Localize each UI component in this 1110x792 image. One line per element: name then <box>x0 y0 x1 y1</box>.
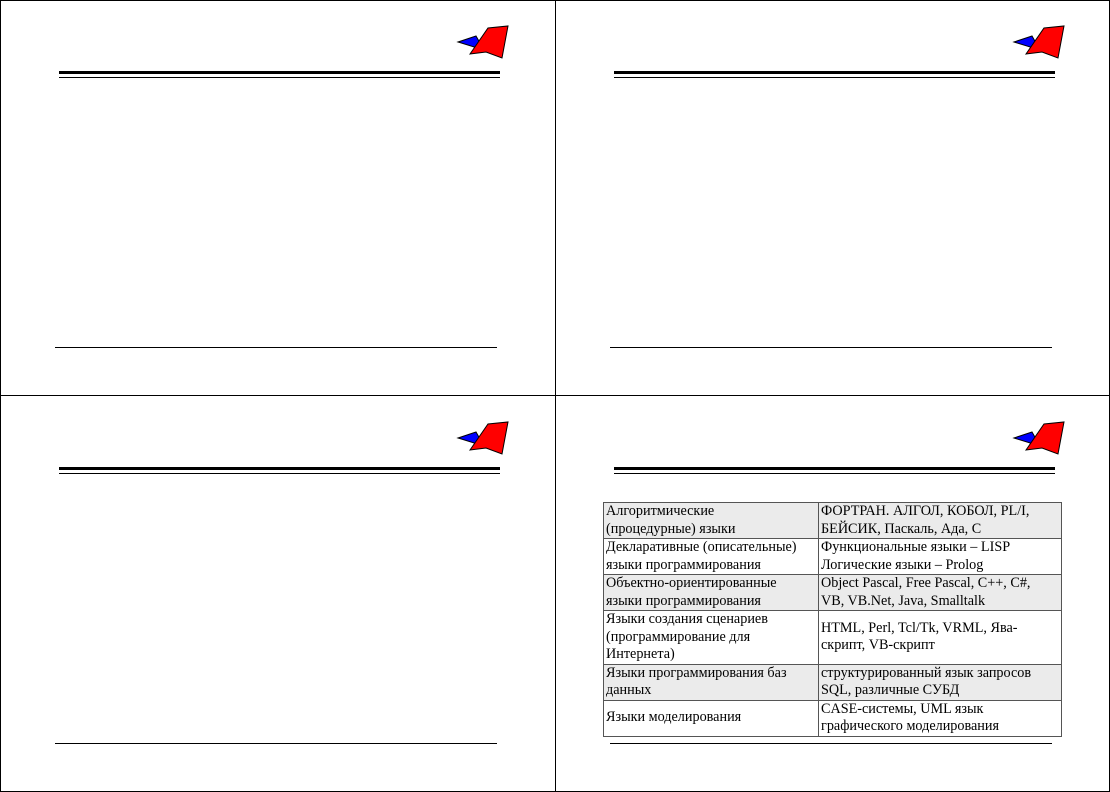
cell-line: Языки создания сценариев <box>606 611 768 627</box>
slide-4 <box>556 396 1110 792</box>
header-rule <box>59 71 500 78</box>
cell-line: графического моделирования <box>821 718 1000 734</box>
footer-rule <box>55 347 497 348</box>
footer-rule <box>610 743 1052 744</box>
examples-cell <box>819 539 1062 575</box>
footer-rule <box>55 743 497 744</box>
cell-line: Логические языки – Prolog <box>821 556 984 573</box>
logo-icon <box>1012 24 1066 60</box>
languages-table <box>603 502 1062 737</box>
logo-icon <box>1012 420 1066 456</box>
examples-cell <box>819 700 1062 736</box>
category-cell <box>604 700 819 736</box>
examples-cell <box>819 503 1062 539</box>
cell-line: скрипт, VB-скрипт <box>821 637 935 654</box>
examples-cell <box>819 575 1062 611</box>
cell-line: CASE-системы, UML язык <box>821 700 984 717</box>
slide-3 <box>0 396 556 792</box>
category-cell <box>604 539 819 575</box>
cell-line: Функциональные языки – LISP <box>821 539 1011 555</box>
cell-line: Языки программирования баз <box>606 664 787 681</box>
category-cell <box>604 664 819 700</box>
category-cell <box>604 575 819 611</box>
cell-line: HTML, Perl, Tcl/Tk, VRML, Ява- <box>821 619 1018 636</box>
cell-line: Декларативные (описательные) <box>606 539 797 555</box>
cell-line: Интернета) <box>606 646 675 662</box>
cell-line: данных <box>606 682 652 698</box>
header-rule <box>614 71 1055 78</box>
cell-line: языки программирования <box>606 556 761 573</box>
slide-1 <box>0 0 556 396</box>
cell-line: SQL, различные СУБД <box>821 682 960 698</box>
table-row <box>604 503 1062 539</box>
cell-line: структурированный язык запросов <box>821 664 1032 681</box>
header-rule <box>59 467 500 474</box>
logo-icon <box>456 24 510 60</box>
category-cell <box>604 611 819 665</box>
cell-line: Алгоритмические <box>606 503 715 519</box>
cell-line: ФОРТРАН. АЛГОЛ, КОБОЛ, PL/I, <box>821 503 1030 519</box>
header-rule <box>614 467 1055 474</box>
category-cell <box>604 503 819 539</box>
footer-rule <box>610 347 1052 348</box>
examples-cell <box>819 664 1062 700</box>
cell-line: Object Pascal, Free Pascal, C++, C#, <box>821 575 1031 591</box>
table-row <box>604 575 1062 611</box>
cell-line: (программирование для <box>606 628 751 645</box>
logo-icon <box>456 420 510 456</box>
cell-line: Объектно-ориентированные <box>606 575 777 591</box>
cell-line: Языки моделирования <box>606 709 742 726</box>
cell-line: VB, VB.Net, Java, Smalltalk <box>821 592 986 609</box>
examples-cell <box>819 611 1062 665</box>
cell-line: (процедурные) языки <box>606 520 736 537</box>
cell-line: БЕЙСИК, Паскаль, Ада, C <box>821 520 982 537</box>
table-row <box>604 539 1062 575</box>
slide-2 <box>556 0 1110 396</box>
table-row <box>604 611 1062 665</box>
table-row <box>604 664 1062 700</box>
cell-line: языки программирования <box>606 592 761 609</box>
table-row <box>604 700 1062 736</box>
